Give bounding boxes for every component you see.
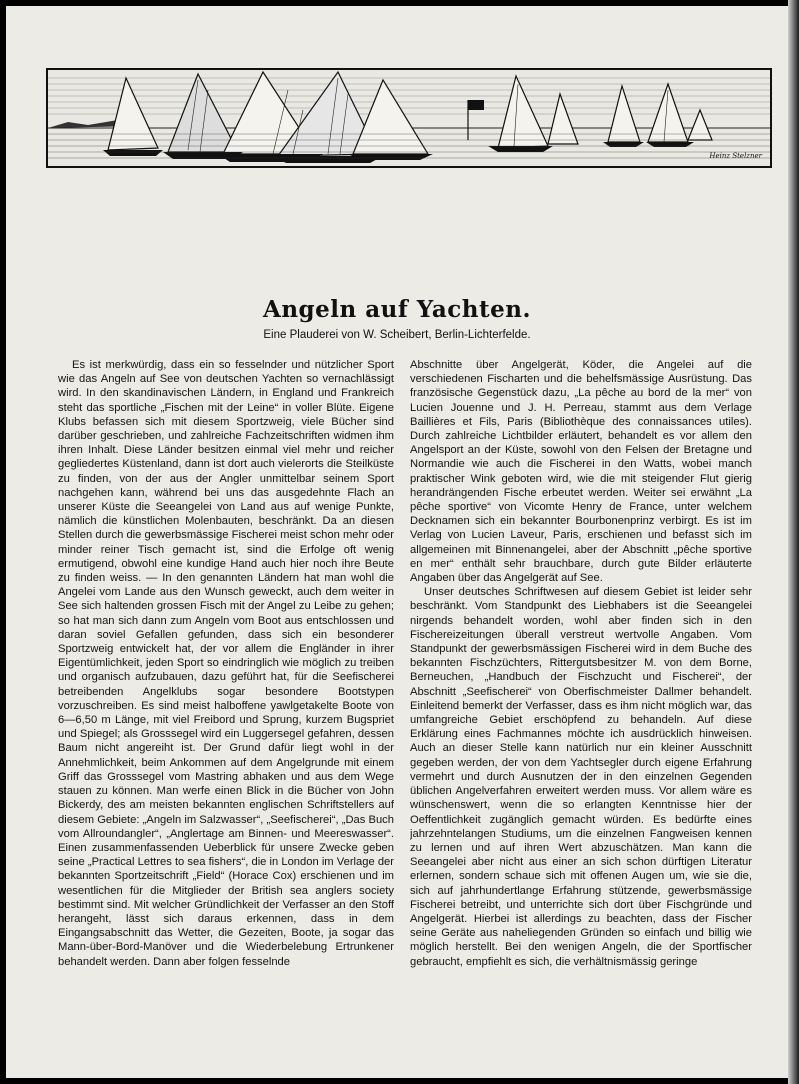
right-column [410, 358, 752, 1066]
page-edge [788, 0, 799, 1084]
paragraph: Unser deutsches Schriftwesen auf diesem Gebiet ist leider sehr beschränkt. Vom Standpunkt des Liebhabers ist die Seeangelei nirgends behandelt worden, wohl aber finden sich in den Fischereizeitungen überall verstreut wertvolle Angaben. Vom Standpunkt der gewerbsmässigen Fischerei wird in dem Buche des bekannten Fischzüchters, Rittergutsbesitzer M. von dem Borne, Berneuchen, „Handbuch der Fischzucht und Fischerei“, der Abschnitt „Seefischerei“ von Oberfischmeister Dallmer behandelt. Einleitend bemerkt der Verfasser, dass es ihm nicht möglich war, das umfangreiche Gebiet erschöpfend zu behandeln. Auf diese Erklärung eines Fachmannes möchte ich ausdrücklich hinweisen. Auch an dieser Stelle kann natürlich nur ein kleiner Ausschnitt gegeben werden, der von dem Yachtsegler durch eigene Erfahrung vermehrt und durch Ausnutzen der in den einzelnen Gegenden üblichen Angelverfahren erweitert werden muss. Vor allem wäre es wünschenswert, wenn die so erlangten Kenntnisse hier der Oeffentlichkeit zugänglich gemacht würden. Es bedürfte eines jahrzehntelangen Studiums, um die einzelnen Fangweisen kennen zu lernen und auf ihren Wert abzuschätzen. Man kann die Seeangelei aber nicht aus einer an sich schon dürftigen Literatur erlernen, sondern schaue sich mit offenen Augen um, wie sie die, sich auf jahrhundertlange Erfahrung stützende, gewerbsmässige Fischerei betreibt, und unterrichte sich dort über Fischgründe und Angelgerät. Hierbei ist allerdings zu beachten, dass der Fischer seine Geräte aus naheliegenden Gründen so einfach und billig wie möglich herstellt. Bei den wenigen Angeln, die der Sportfischer gebraucht, empfiehlt es sich, die verhältnismässig geringe [410, 586, 752, 968]
paragraph: Es ist merkwürdig, dass ein so fesselnder und nützlicher Sport wie das Angeln auf See von deutschen Yachten so vernachlässigt wird. In den skandinavischen Ländern, in England und Frankreich steht das sportliche „Fischen mit der Leine“ in voller Blüte. Eigene Klubs befassen sich mit diesem Sportzweig, viele Bücher sind darüber geschrieben, und zahlreiche Fachzeitschriften widmen ihm ihren Inhalt. Diese Länder besitzen einmal viel mehr und reicher gegliedertes Küstenland, dann ist dort auch vielerorts die Steilküste zu finden, von der aus der Angler unmittelbar seinem Sport nachgehen kann, während bei uns das ausgedehnte Flach an unserer Küste die Seeangelei von Land aus auf wenige Punkte, nämlich die künstlichen Molenbauten, beschränkt. Da an diesen Stellen durch die gewerbsmässige Fischerei meist schon mehr oder minder reiner Tisch gemacht ist, sind die Erfolge oft wenig ermutigend, obwohl eine kundige Hand auch hier noch ihre Beute zu finden weiss. — In den genannten Ländern hat man wohl die Angelei vom Lande aus den Wunsch geweckt, auch dem weiter in See sich haltenden grossen Fisch mit der Angel zu Leibe zu gehen; so hat man sich dann zum Angeln vom Boot aus entschlossen und daran soviel Gefallen gefunden, dass sich ein besonderer Sportzweig entwickelt hat, der vor allem die Engländer in ihrer Eigentümlichkeit, jeden Sport so eindringlich wie möglich zu treiben und organisch aufzubauen, dazu geführt hat, für die Seefischerei betreibenden Angelklubs sogar besondere Bootstypen vorzuschreiben. Es sind meist halboffene yawlgetakelte Boote von 6—6,50 m Länge, mit viel Freibord und Sprung, kurzem Bugspriet und Spiegel; als Grosssegel wird ein Luggersegel gefahren, dessen Baum nicht angereiht ist. Der Grund dafür liegt wohl in der Annehmlichkeit, beim Ankommen auf dem Angelgrunde mit einem Griff das Grosssegel vom Mastring abhaken und aus dem Wege stauen zu können. Man werfe einen Blick in die Bücher von John Bickerdy, des am meisten bekannten englischen Schriftstellers auf diesem Gebiete: „Angeln im Salzwasser“, „Seefischerei“, „Das Buch vom Allroundangler“, „Anglertage am Binnen- und Meereswasser“. Einen zusammenfassenden Ueberblick für unsere Zwecke geben seine „Practical Lettres to sea fishers“, die in London im Verlage der bekannten Sportzeitschrift „Field“ (Horace Cox) erschienen und im wesentlichen für die Mitglieder der British sea anglers society bestimmt sind. Mit welcher Gründlichkeit der Verfasser an den Stoff herangeht, lässt sich daraus erkennen, dass in dem Eingangsabschnitt das Wetter, die Gezeiten, Boote, ja sogar das Mann-über-Bord-Manöver und die Wiederbelebung Ertrunkener behandelt werden. Dann aber folgen fesselnde [58, 359, 394, 968]
sailing-illustration [46, 68, 772, 168]
yacht-race-drawing [48, 70, 770, 166]
article-byline: Eine Plauderei von W. Scheibert, Berlin-Lichterfelde. [263, 329, 531, 341]
left-column [58, 358, 394, 1066]
artist-signature: Heinz Stelzner [709, 152, 762, 160]
article-title: Angeln auf Yachten. [262, 296, 532, 323]
paragraph: Abschnitte über Angelgerät, Köder, die Angelei auf die verschiedenen Fischarten und die behelfsmässige Ausrüstung. Das französische Gegenstück dazu, „La pêche au bord de la mer“ von Lucien Jouenne und J. H. Perreau, stammt aus dem Verlage Baillières et Fils, Paris (Bibliothèque des connaissances utiles). Durch zahlreiche Lichtbilder erläutert, behandelt es vor allem den Angelsport an der Küste, sowohl von den Felsen der Bretagne und Normandie wie auch die Fischerei in den Watts, wobei manch praktischer Wink geboten wird, wie die mit steigender Flut gierig herandrängenden Fische erbeutet werden. Weiter sei erwähnt „La pêche sportive“ von Vicomte Henry de France, unter welchem Decknamen sich ein bekannter Bourbonenprinz verbirgt. Es ist im Verlag von Lucien Laveur, Paris, erschienen und befasst sich im allgemeinen mit Binnenangelei, aber der Abschnitt „pêche sportive en mer“ enthält sehr brauchbare, durch gute Bilder erläuterte Angaben über das Angelgerät auf See. [410, 359, 752, 585]
magazine-page [6, 6, 788, 1078]
